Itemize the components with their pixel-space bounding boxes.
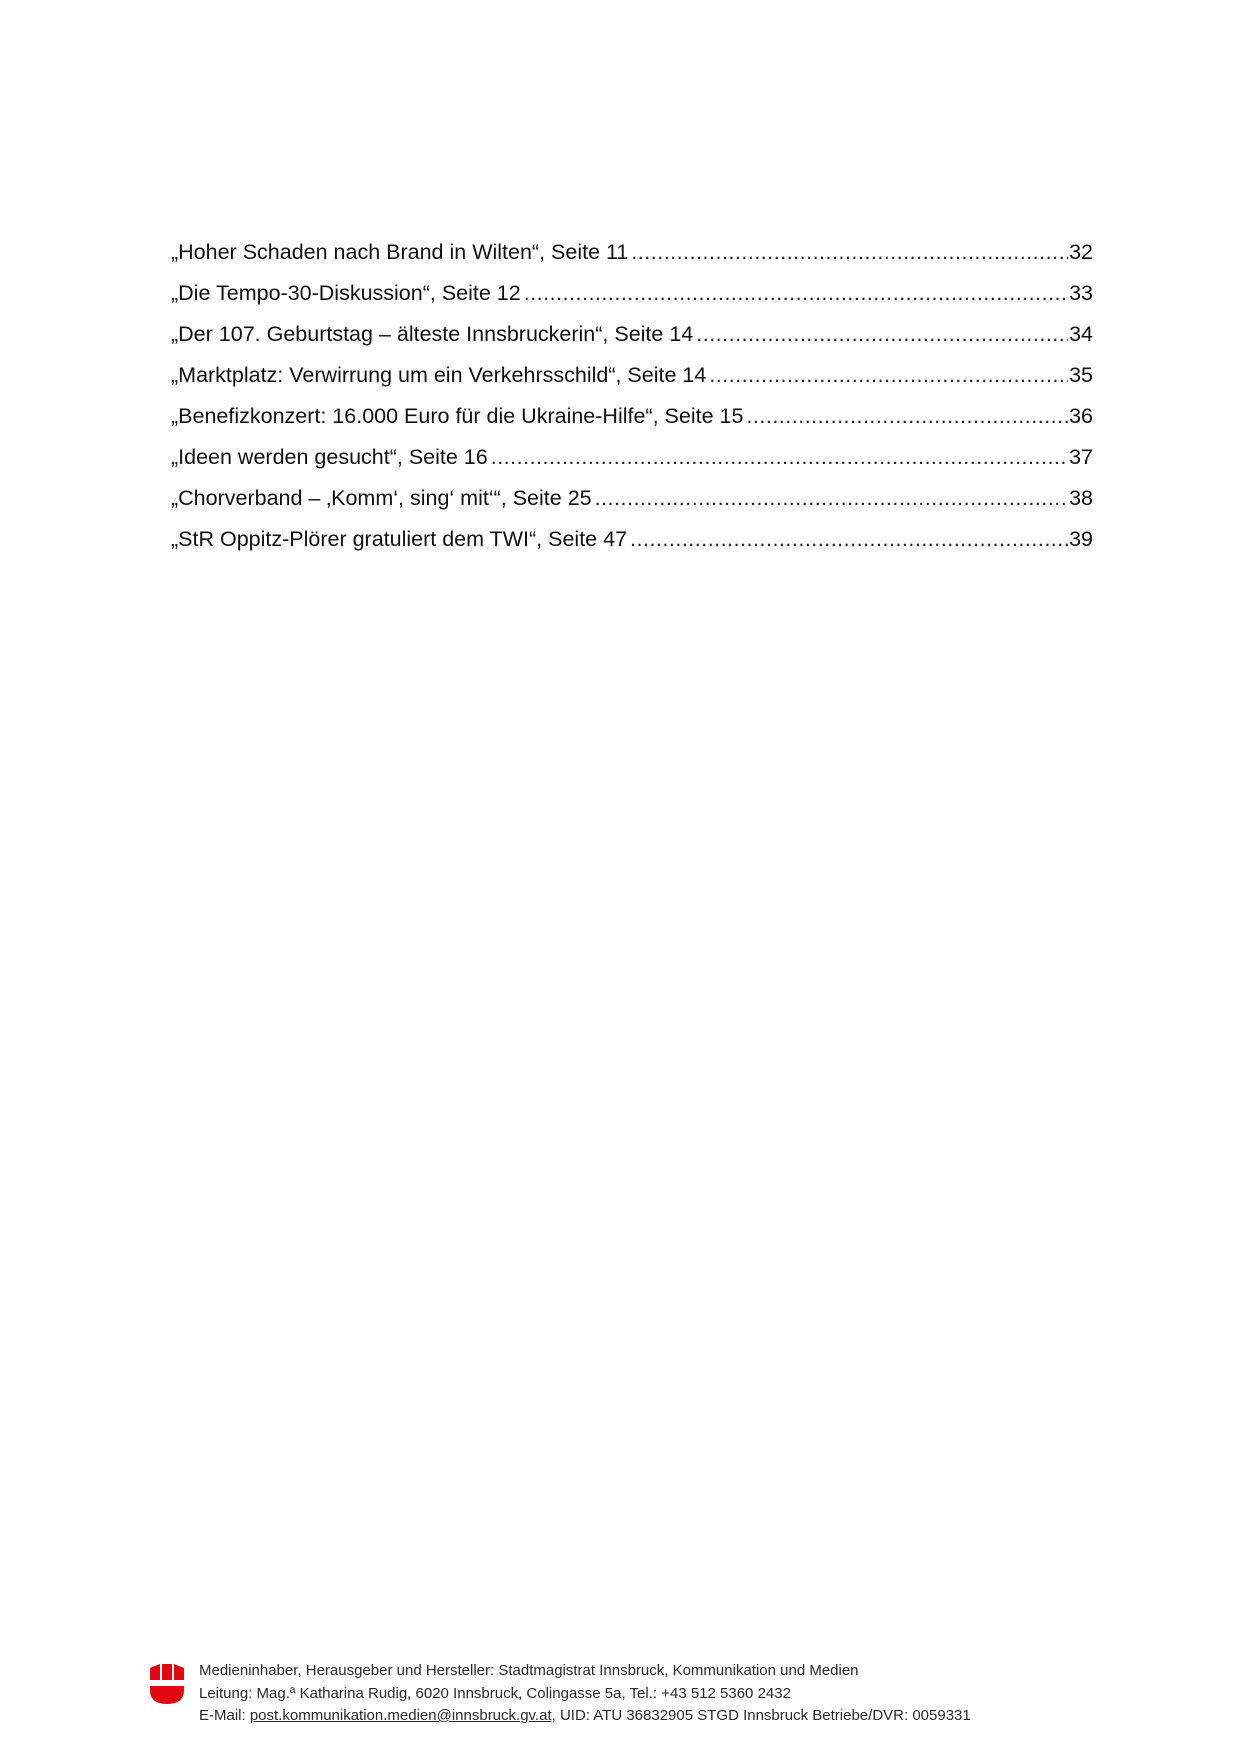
toc-entry[interactable] (171, 519, 1093, 560)
toc-dot-leader (746, 396, 1068, 437)
footer-imprint (199, 1660, 971, 1728)
footer-email-link[interactable]: post.kommunikation.medien@innsbruck.gv.at (249, 1707, 552, 1724)
toc-entry[interactable] (171, 273, 1093, 314)
footer-registration-info: , UID: ATU 36832905 STGD Innsbruck Betriebe/DVR: 0059331 (551, 1707, 971, 1724)
toc-dot-leader (696, 314, 1068, 355)
footer-contact-line (199, 1705, 971, 1728)
toc-entry[interactable] (171, 396, 1093, 437)
toc-entry[interactable] (171, 232, 1093, 273)
toc-entry-title: „Hoher Schaden nach Brand in Wilten“, Seite 11 (171, 240, 629, 264)
toc-entry-title: „StR Oppitz-Plörer gratuliert dem TWI“, Seite 47 (171, 527, 628, 551)
toc-page-number: 38 (1069, 486, 1093, 510)
toc-dot-leader (595, 478, 1068, 519)
toc-dot-leader (491, 437, 1068, 478)
toc-page-number: 32 (1069, 240, 1093, 264)
toc-dot-leader (630, 519, 1068, 560)
toc-page-number: 33 (1069, 281, 1093, 305)
toc-entry[interactable] (171, 355, 1093, 396)
toc-dot-leader (631, 232, 1068, 273)
toc-entry[interactable] (171, 478, 1093, 519)
toc-dot-leader (524, 273, 1068, 314)
toc-entry-title: „Die Tempo-30-Diskussion“, Seite 12 (171, 281, 521, 305)
innsbruck-logo-icon (150, 1664, 184, 1704)
toc-page-number: 35 (1069, 363, 1093, 387)
footer-management-line: Leitung: Mag.ª Katharina Rudig, 6020 Innsbruck, Colingasse 5a, Tel.: +43 512 5360 2432 (199, 1684, 791, 1702)
toc-dot-leader (709, 355, 1068, 396)
footer-email-label: E-Mail: (199, 1707, 250, 1724)
toc-page-number: 37 (1069, 445, 1093, 469)
toc-entry[interactable] (171, 437, 1093, 478)
toc-entry-title: „Der 107. Geburtstag – älteste Innsbruckerin“, Seite 14 (171, 322, 694, 346)
toc-entry-title: „Ideen werden gesucht“, Seite 16 (171, 445, 488, 469)
toc-page-number: 36 (1069, 404, 1093, 428)
page-footer (150, 1660, 1090, 1730)
toc-page-number: 34 (1069, 322, 1093, 346)
toc-entry-title: „Chorverband – ‚Komm‘, sing‘ mit‘“, Seite 25 (171, 486, 592, 510)
footer-publisher-line: Medieninhaber, Herausgeber und Hersteller: Stadtmagistrat Innsbruck, Kommunikation und Medien (199, 1662, 859, 1679)
toc-page-number: 39 (1069, 527, 1093, 551)
toc-entry-title: „Marktplatz: Verwirrung um ein Verkehrsschild“, Seite 14 (171, 363, 707, 387)
toc-entry-title: „Benefizkonzert: 16.000 Euro für die Ukraine-Hilfe“, Seite 15 (171, 404, 744, 428)
table-of-contents (171, 232, 1093, 560)
toc-entry[interactable] (171, 314, 1093, 355)
